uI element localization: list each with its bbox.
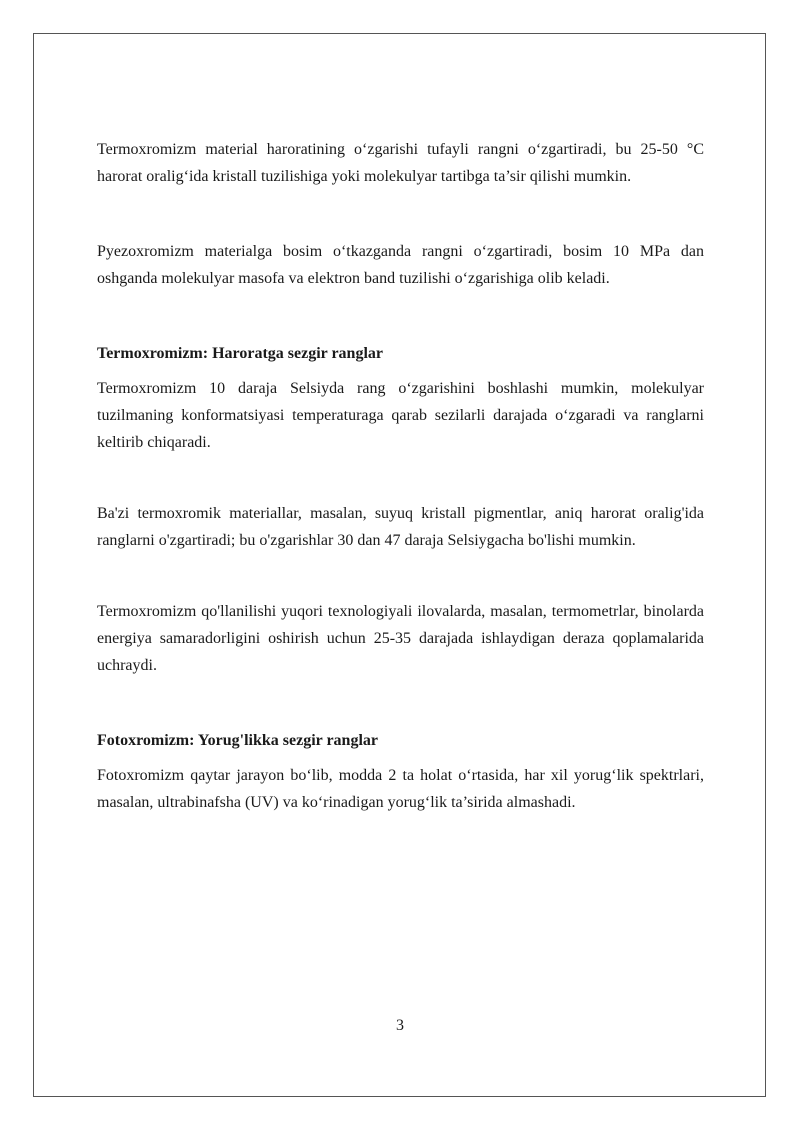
paragraph-thermochromism-start: Termoxromizm 10 daraja Selsiyda rang o‘zgarishini boshlashi mumkin, molekulyar tuzilmaning konformatsiyasi temperaturaga qarab sezilarli darajada o‘zgaradi va ranglarni keltirib chiqaradi. — [97, 380, 704, 451]
paragraph-piezochromism: Pyezoxromizm materialga bosim o‘tkazganda rangni o‘zgartiradi, bosim 10 MPa dan oshganda molekulyar masofa va elektron band tuzilishi o‘zgarishiga olib keladi. — [97, 243, 704, 287]
page-number: 3 — [396, 1017, 404, 1034]
paragraph-thermochromism-intro: Termoxromizm material haroratining o‘zgarishi tufayli rangni o‘zgartiradi, bu 25-50 °C harorat oralig‘ida kristall tuzilishiga yoki molekulyar tartibga ta’sir qilishi mumkin. — [97, 141, 704, 185]
heading-photochromism: Fotoxromizm: Yorug'likka sezgir ranglar — [97, 732, 378, 749]
paragraph-thermochromism-applications: Termoxromizm qo'llanilishi yuqori texnologiyali ilovalarda, masalan, termometrlar, binolarda energiya samaradorligini oshirish uchun 25-35 darajada ishlaydigan deraza qoplamalarida uchraydi. — [97, 603, 704, 674]
paragraph-thermochromic-materials: Ba'zi termoxromik materiallar, masalan, suyuq kristall pigmentlar, aniq harorat oralig'ida ranglarni o'zgartiradi; bu o'zgarishlar 30 dan 47 daraja Selsiygacha bo'lishi mumkin. — [97, 505, 704, 549]
paragraph-photochromism: Fotoxromizm qaytar jarayon bo‘lib, modda 2 ta holat o‘rtasida, har xil yorug‘lik spektrlari, masalan, ultrabinafsha (UV) va ko‘rinadigan yorug‘lik ta’sirida almashadi. — [97, 767, 704, 811]
heading-thermochromism: Termoxromizm: Haroratga sezgir ranglar — [97, 345, 383, 362]
page-content — [97, 136, 704, 816]
